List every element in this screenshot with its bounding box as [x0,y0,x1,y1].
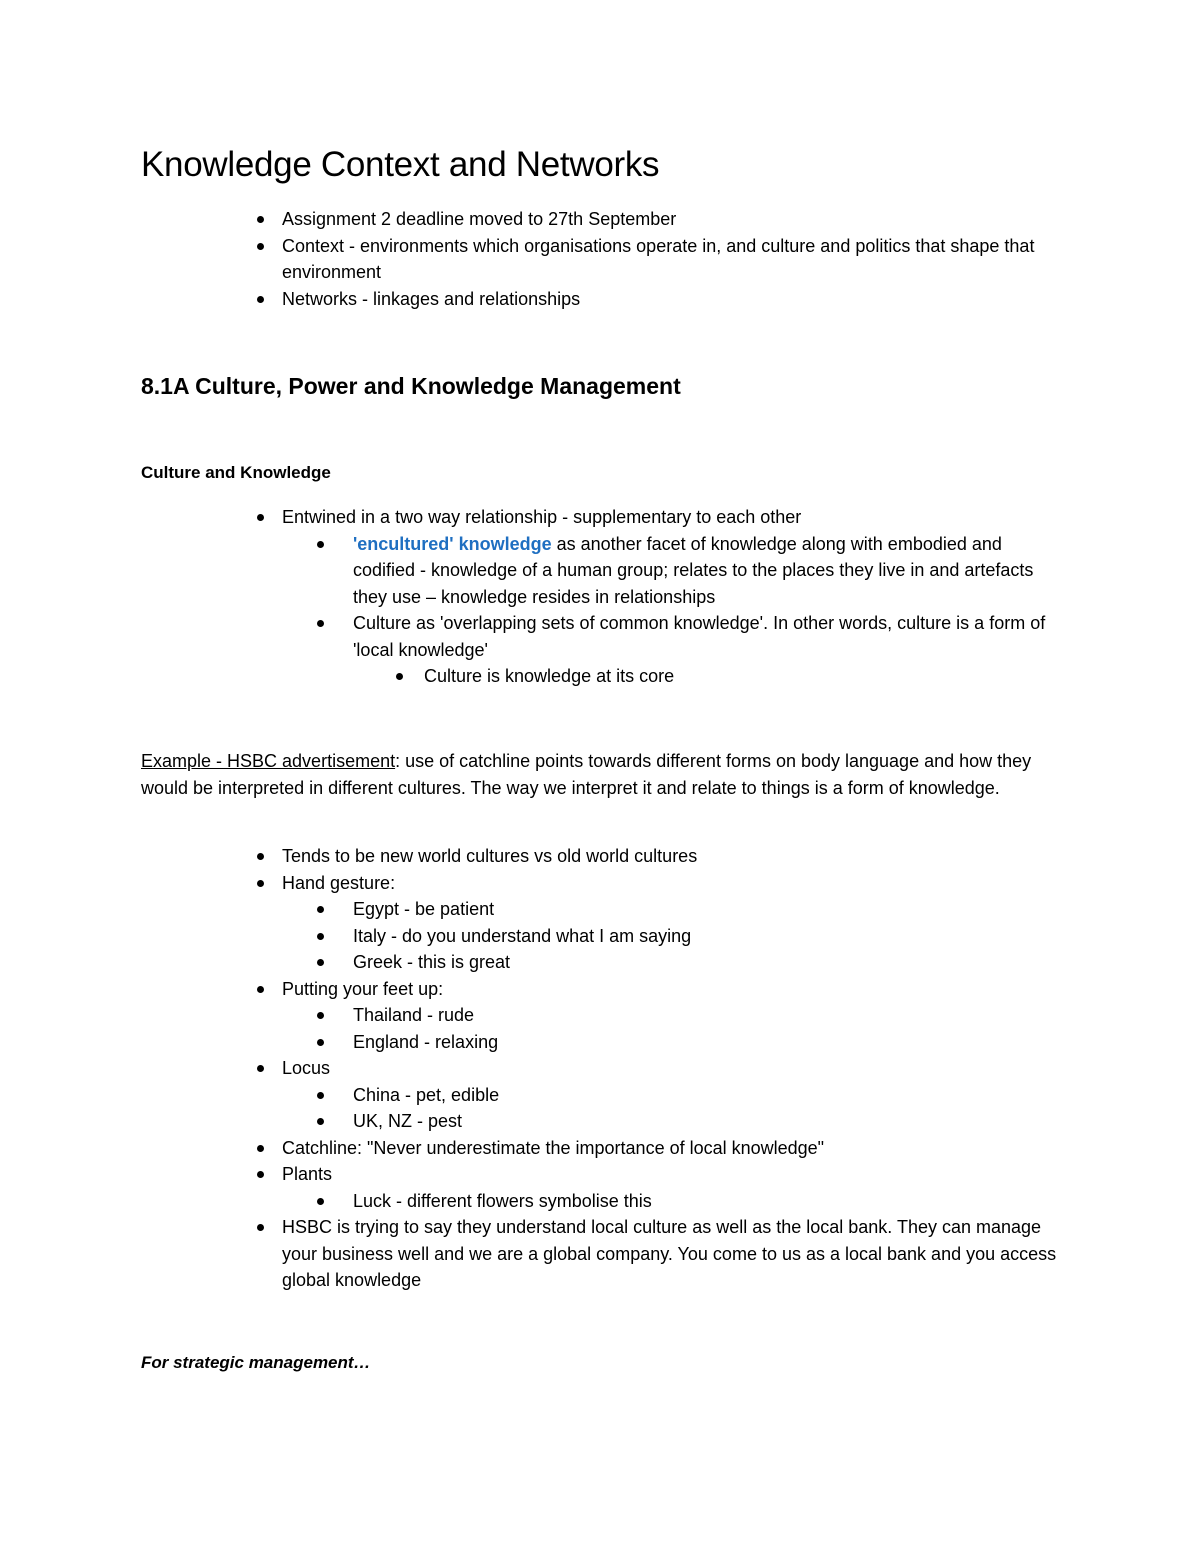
list-item: UK, NZ - pest [353,1108,1063,1135]
bullet-icon [257,1065,264,1072]
list-item: Culture is knowledge at its core [424,663,1064,690]
list-item: HSBC is trying to say they understand local culture as well as the local bank. They can manage your business well and we are a global company. You come to us as a local bank and you access global knowledge [282,1214,1062,1294]
bullet-icon [317,906,324,913]
section-heading: 8.1A Culture, Power and Knowledge Management [141,373,681,399]
list-item: Greek - this is great [353,949,1063,976]
example-bullet-list [0,843,1063,1294]
bullet-icon [257,986,264,993]
bullet-icon [257,1145,264,1152]
list-item: Culture as 'overlapping sets of common knowledge'. In other words, culture is a form of 'local knowledge' [353,610,1063,663]
bullet-icon [257,216,264,223]
subheading: Culture and Knowledge [141,463,331,482]
highlighted-term: 'encultured' knowledge [353,533,552,554]
bullet-icon [257,853,264,860]
bullet-icon [317,1012,324,1019]
list-item: Egypt - be patient [353,896,1063,923]
bullet-icon [317,933,324,940]
culture-bullet-list [0,504,1064,690]
bullet-icon [257,514,264,521]
list-item: England - relaxing [353,1029,1063,1056]
closing-heading: For strategic management… [141,1353,371,1372]
intro-bullet-list [0,206,1062,312]
example-label: Example - HSBC advertisement [141,751,396,771]
list-item: Putting your feet up: [282,976,1062,1003]
list-item: Tends to be new world cultures vs old world cultures [282,843,1062,870]
list-item: Plants [282,1161,1062,1188]
bullet-icon [317,541,324,548]
bullet-icon [317,1039,324,1046]
example-paragraph: Example - HSBC advertisement: use of catchline points towards different forms on body language and how they would be interpreted in different cultures. The way we interpret it and relate to things is a form of knowledge. [141,751,1032,798]
bullet-icon [257,296,264,303]
list-item: Context - environments which organisations operate in, and culture and politics that shape that environment [282,233,1062,286]
bullet-icon [317,620,324,627]
list-item: Entwined in a two way relationship - supplementary to each other [282,504,1062,531]
list-item: Networks - linkages and relationships [282,286,1062,313]
bullet-icon [257,880,264,887]
list-item: Luck - different flowers symbolise this [353,1188,1063,1215]
document-title: Knowledge Context and Networks [141,145,660,184]
bullet-icon [317,959,324,966]
list-item: Locus [282,1055,1062,1082]
bullet-icon [257,1224,264,1231]
list-item: Assignment 2 deadline moved to 27th September [282,206,1062,233]
bullet-icon [317,1198,324,1205]
bullet-icon [257,1171,264,1178]
list-item: Thailand - rude [353,1002,1063,1029]
bullet-icon [396,673,403,680]
list-item: Hand gesture: [282,870,1062,897]
list-item: Catchline: "Never underestimate the importance of local knowledge" [282,1135,1062,1162]
bullet-icon [317,1118,324,1125]
bullet-icon [257,243,264,250]
bullet-icon [317,1092,324,1099]
list-item: China - pet, edible [353,1082,1063,1109]
list-item: 'encultured' knowledge as another facet of knowledge along with embodied and codified - knowledge of a human group; relates to the places they live in and artefacts they use – knowledge resides in relationships [353,531,1063,611]
list-item: Italy - do you understand what I am saying [353,923,1063,950]
